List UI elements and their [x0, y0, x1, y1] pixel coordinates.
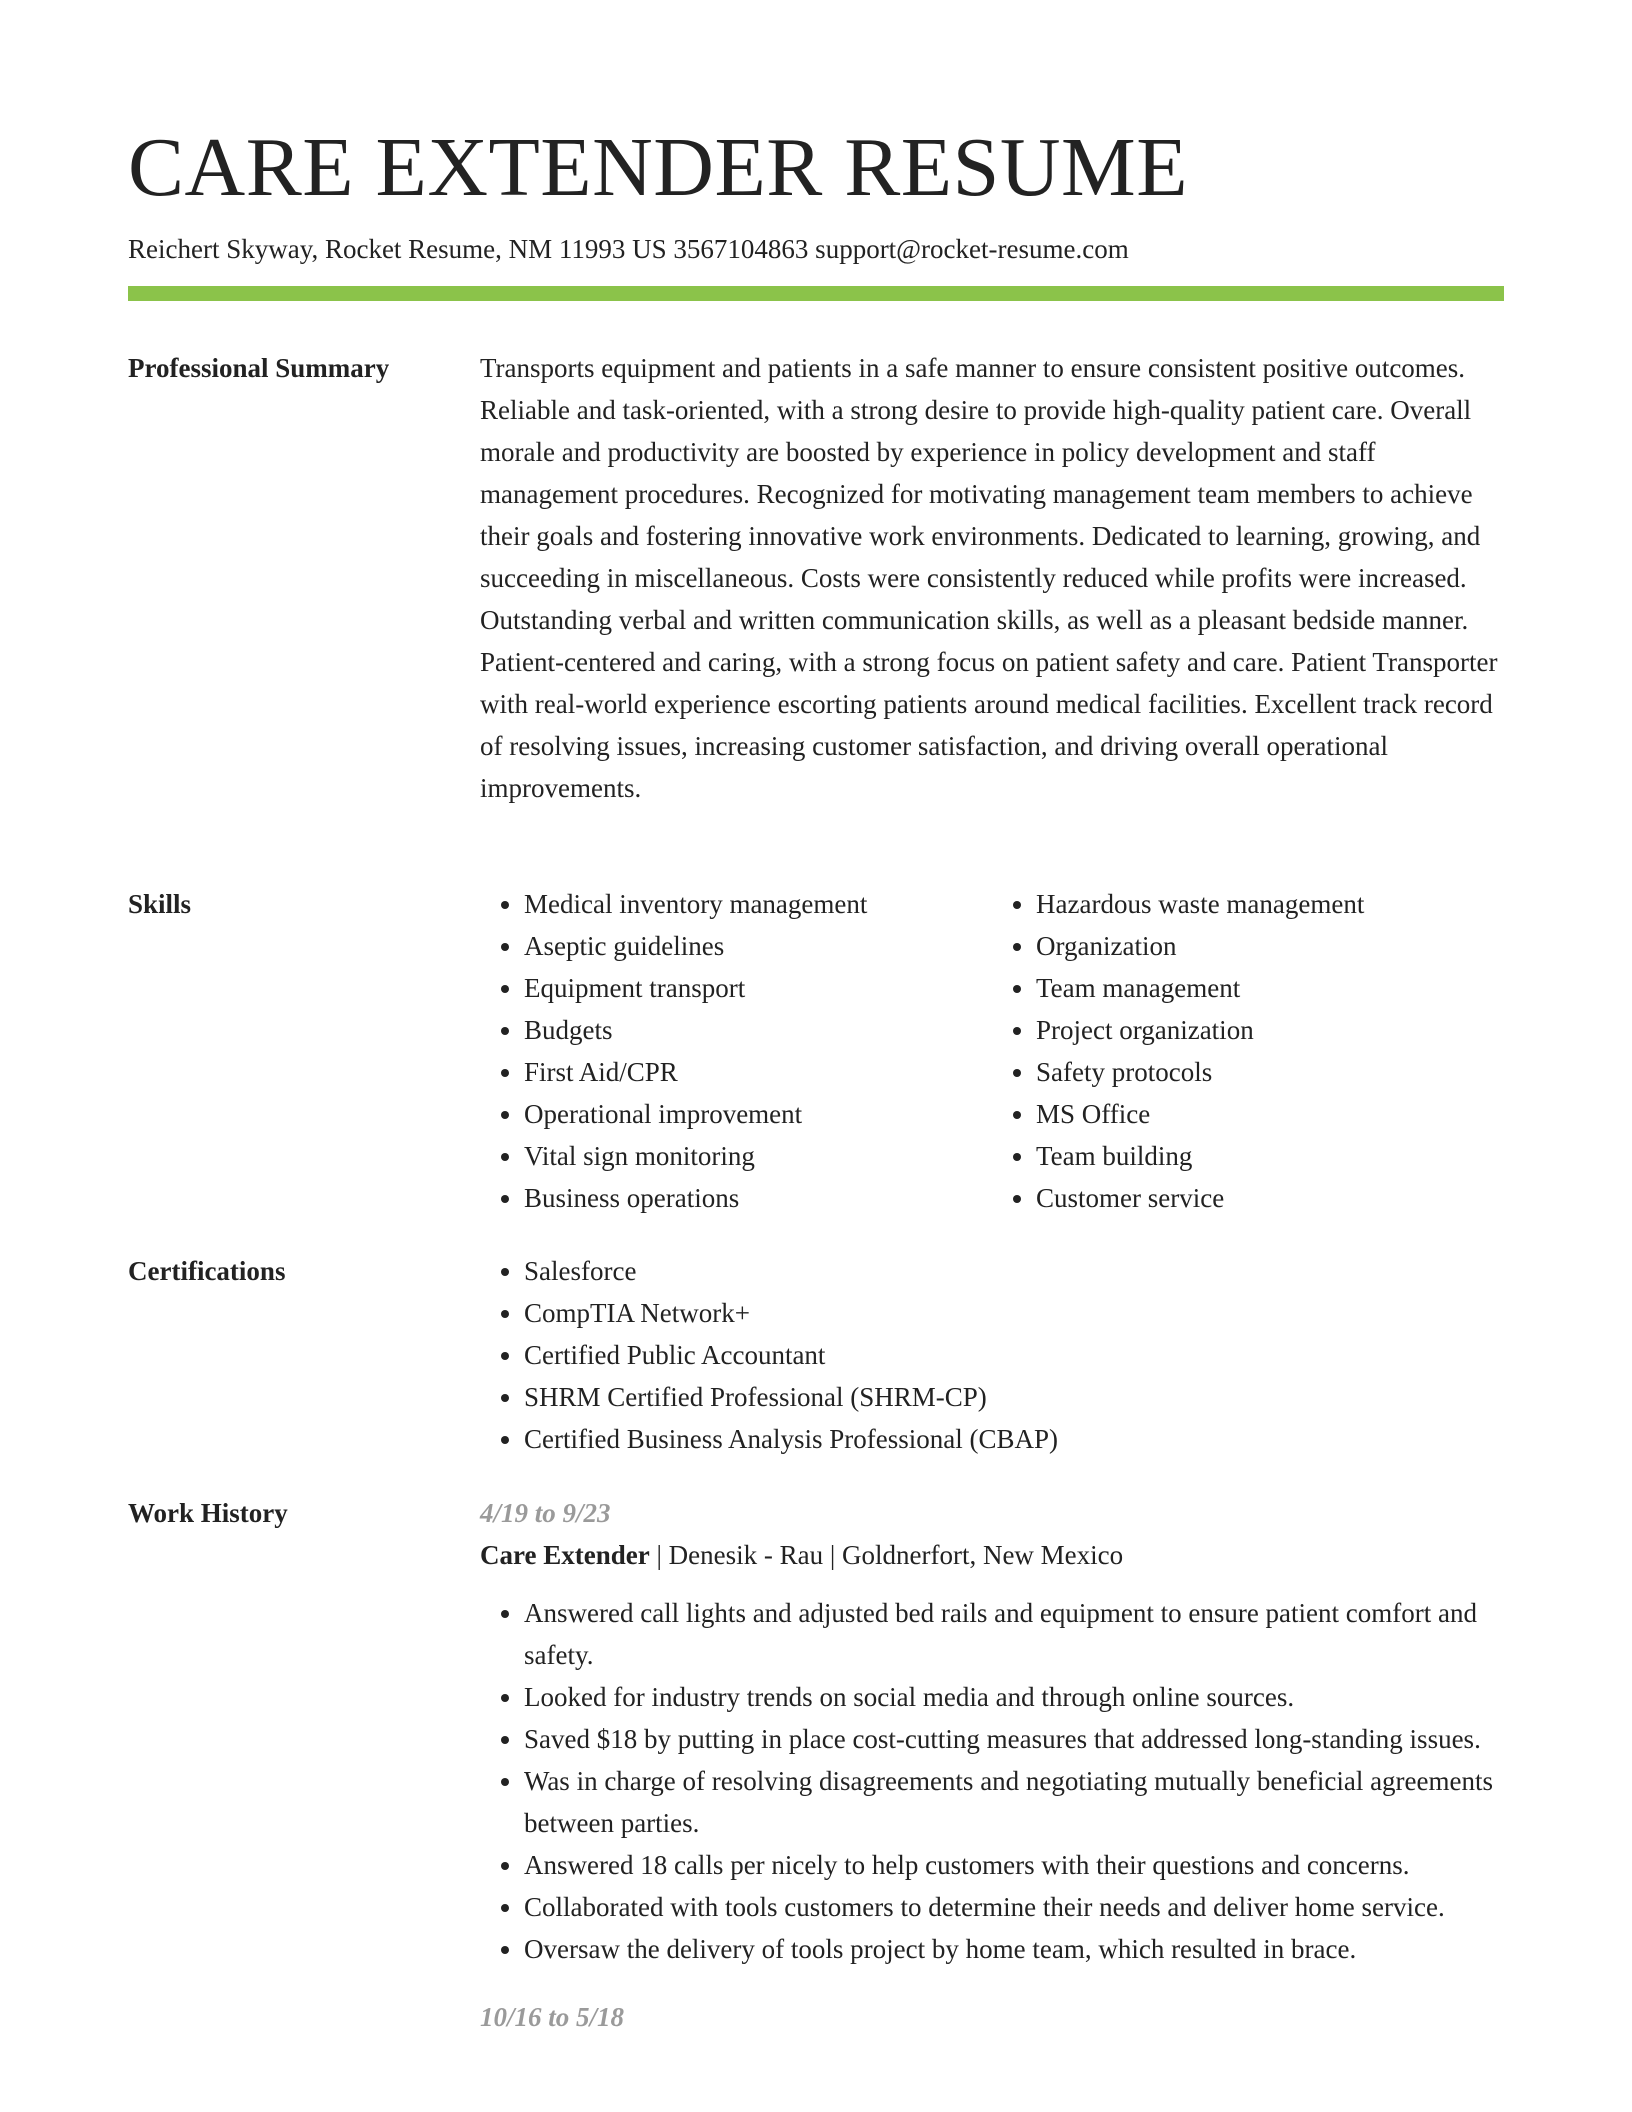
summary-text: Transports equipment and patients in a safe manner to ensure consistent positive outcomes. Reliable and task-oriented, with a strong desire to provide high-quality patient care. Overall morale and productivity are boosted by experience in policy development and staff management procedures. Recognized for motivating management team members to achieve their goals and fostering innovative work environments. Dedicated to learning, growing, and succeeding in miscellaneous. Costs were consistently reduced while profits were increased. Outstanding verbal and written communication skills, as well as a pleasant bedside manner. Patient-centered and caring, with a strong focus on patient safety and care. Patient Transporter with real-world experience escorting patients around medical facilities. Excellent track record of resolving issues, increasing customer satisfaction, and driving overall operational improvements. — [480, 353, 1498, 803]
certification-item: • Certified Business Analysis Professional (CBAP) — [524, 1418, 1504, 1460]
job-dates: 10/16 to 5/18 — [480, 2002, 625, 2032]
skills-heading: Skills — [128, 889, 192, 919]
accent-divider — [128, 286, 1504, 301]
job-duty: • Answered 18 calls per nicely to help customers with their questions and concerns. — [524, 1844, 1504, 1886]
skills-column-2 — [992, 883, 1504, 1219]
skill-item: • Customer service — [1036, 1177, 1504, 1219]
skill-item: • Organization — [1036, 925, 1504, 967]
job-heading — [480, 1534, 1504, 1576]
job-duty: • Collaborated with tools customers to determine their needs and deliver home service. — [524, 1886, 1504, 1928]
job-duty: • Looked for industry trends on social media and through online sources. — [524, 1676, 1504, 1718]
certifications-heading: Certifications — [128, 1256, 286, 1286]
job-duty: • Saved $18 by putting in place cost-cutting measures that addressed long-standing issues. — [524, 1718, 1504, 1760]
skill-item: • Budgets — [524, 1009, 992, 1051]
skill-item: • Business operations — [524, 1177, 992, 1219]
certification-item: • CompTIA Network+ — [524, 1292, 1504, 1334]
certifications-list — [480, 1250, 1504, 1460]
job-duty: • Oversaw the delivery of tools project by home team, which resulted in brace. — [524, 1928, 1504, 1970]
job-duty: • Answered call lights and adjusted bed rails and equipment to ensure patient comfort and safety. — [524, 1592, 1504, 1676]
skill-item: • MS Office — [1036, 1093, 1504, 1135]
skill-item: • Project organization — [1036, 1009, 1504, 1051]
skill-item: • Hazardous waste management — [1036, 883, 1504, 925]
skill-item: • Operational improvement — [524, 1093, 992, 1135]
work-history-body — [480, 1492, 1504, 2038]
skill-item: • Vital sign monitoring — [524, 1135, 992, 1177]
summary-heading: Professional Summary — [128, 353, 390, 383]
job-title: Care Extender — [480, 1540, 650, 1570]
skill-item: • Team management — [1036, 967, 1504, 1009]
job-entry — [480, 1492, 1504, 1970]
skill-item: • First Aid/CPR — [524, 1051, 992, 1093]
skill-item: • Safety protocols — [1036, 1051, 1504, 1093]
job-entry — [480, 1996, 1504, 2038]
summary-body — [480, 347, 1504, 809]
contact-info: Reichert Skyway, Rocket Resume, NM 11993 US 3567104863 support@rocket-resume.com — [128, 234, 1129, 264]
work-history-heading: Work History — [128, 1498, 288, 1528]
skills-column-1 — [480, 883, 992, 1219]
certification-item: • Certified Public Accountant — [524, 1334, 1504, 1376]
skill-item: • Team building — [1036, 1135, 1504, 1177]
job-duties-list — [480, 1592, 1504, 1970]
resume-title: CARE EXTENDER RESUME — [128, 121, 1188, 214]
certifications-body — [480, 1250, 1504, 1460]
certification-item: • SHRM Certified Professional (SHRM-CP) — [524, 1376, 1504, 1418]
skills-body — [480, 883, 1504, 1219]
skill-item: • Equipment transport — [524, 967, 992, 1009]
job-dates: 4/19 to 9/23 — [480, 1498, 611, 1528]
skill-item: • Medical inventory management — [524, 883, 992, 925]
skill-item: • Aseptic guidelines — [524, 925, 992, 967]
job-duty: • Was in charge of resolving disagreements and negotiating mutually beneficial agreements between parties. — [524, 1760, 1504, 1844]
job-details: | Denesik - Rau | Goldnerfort, New Mexico — [649, 1540, 1124, 1570]
certification-item: • Salesforce — [524, 1250, 1504, 1292]
